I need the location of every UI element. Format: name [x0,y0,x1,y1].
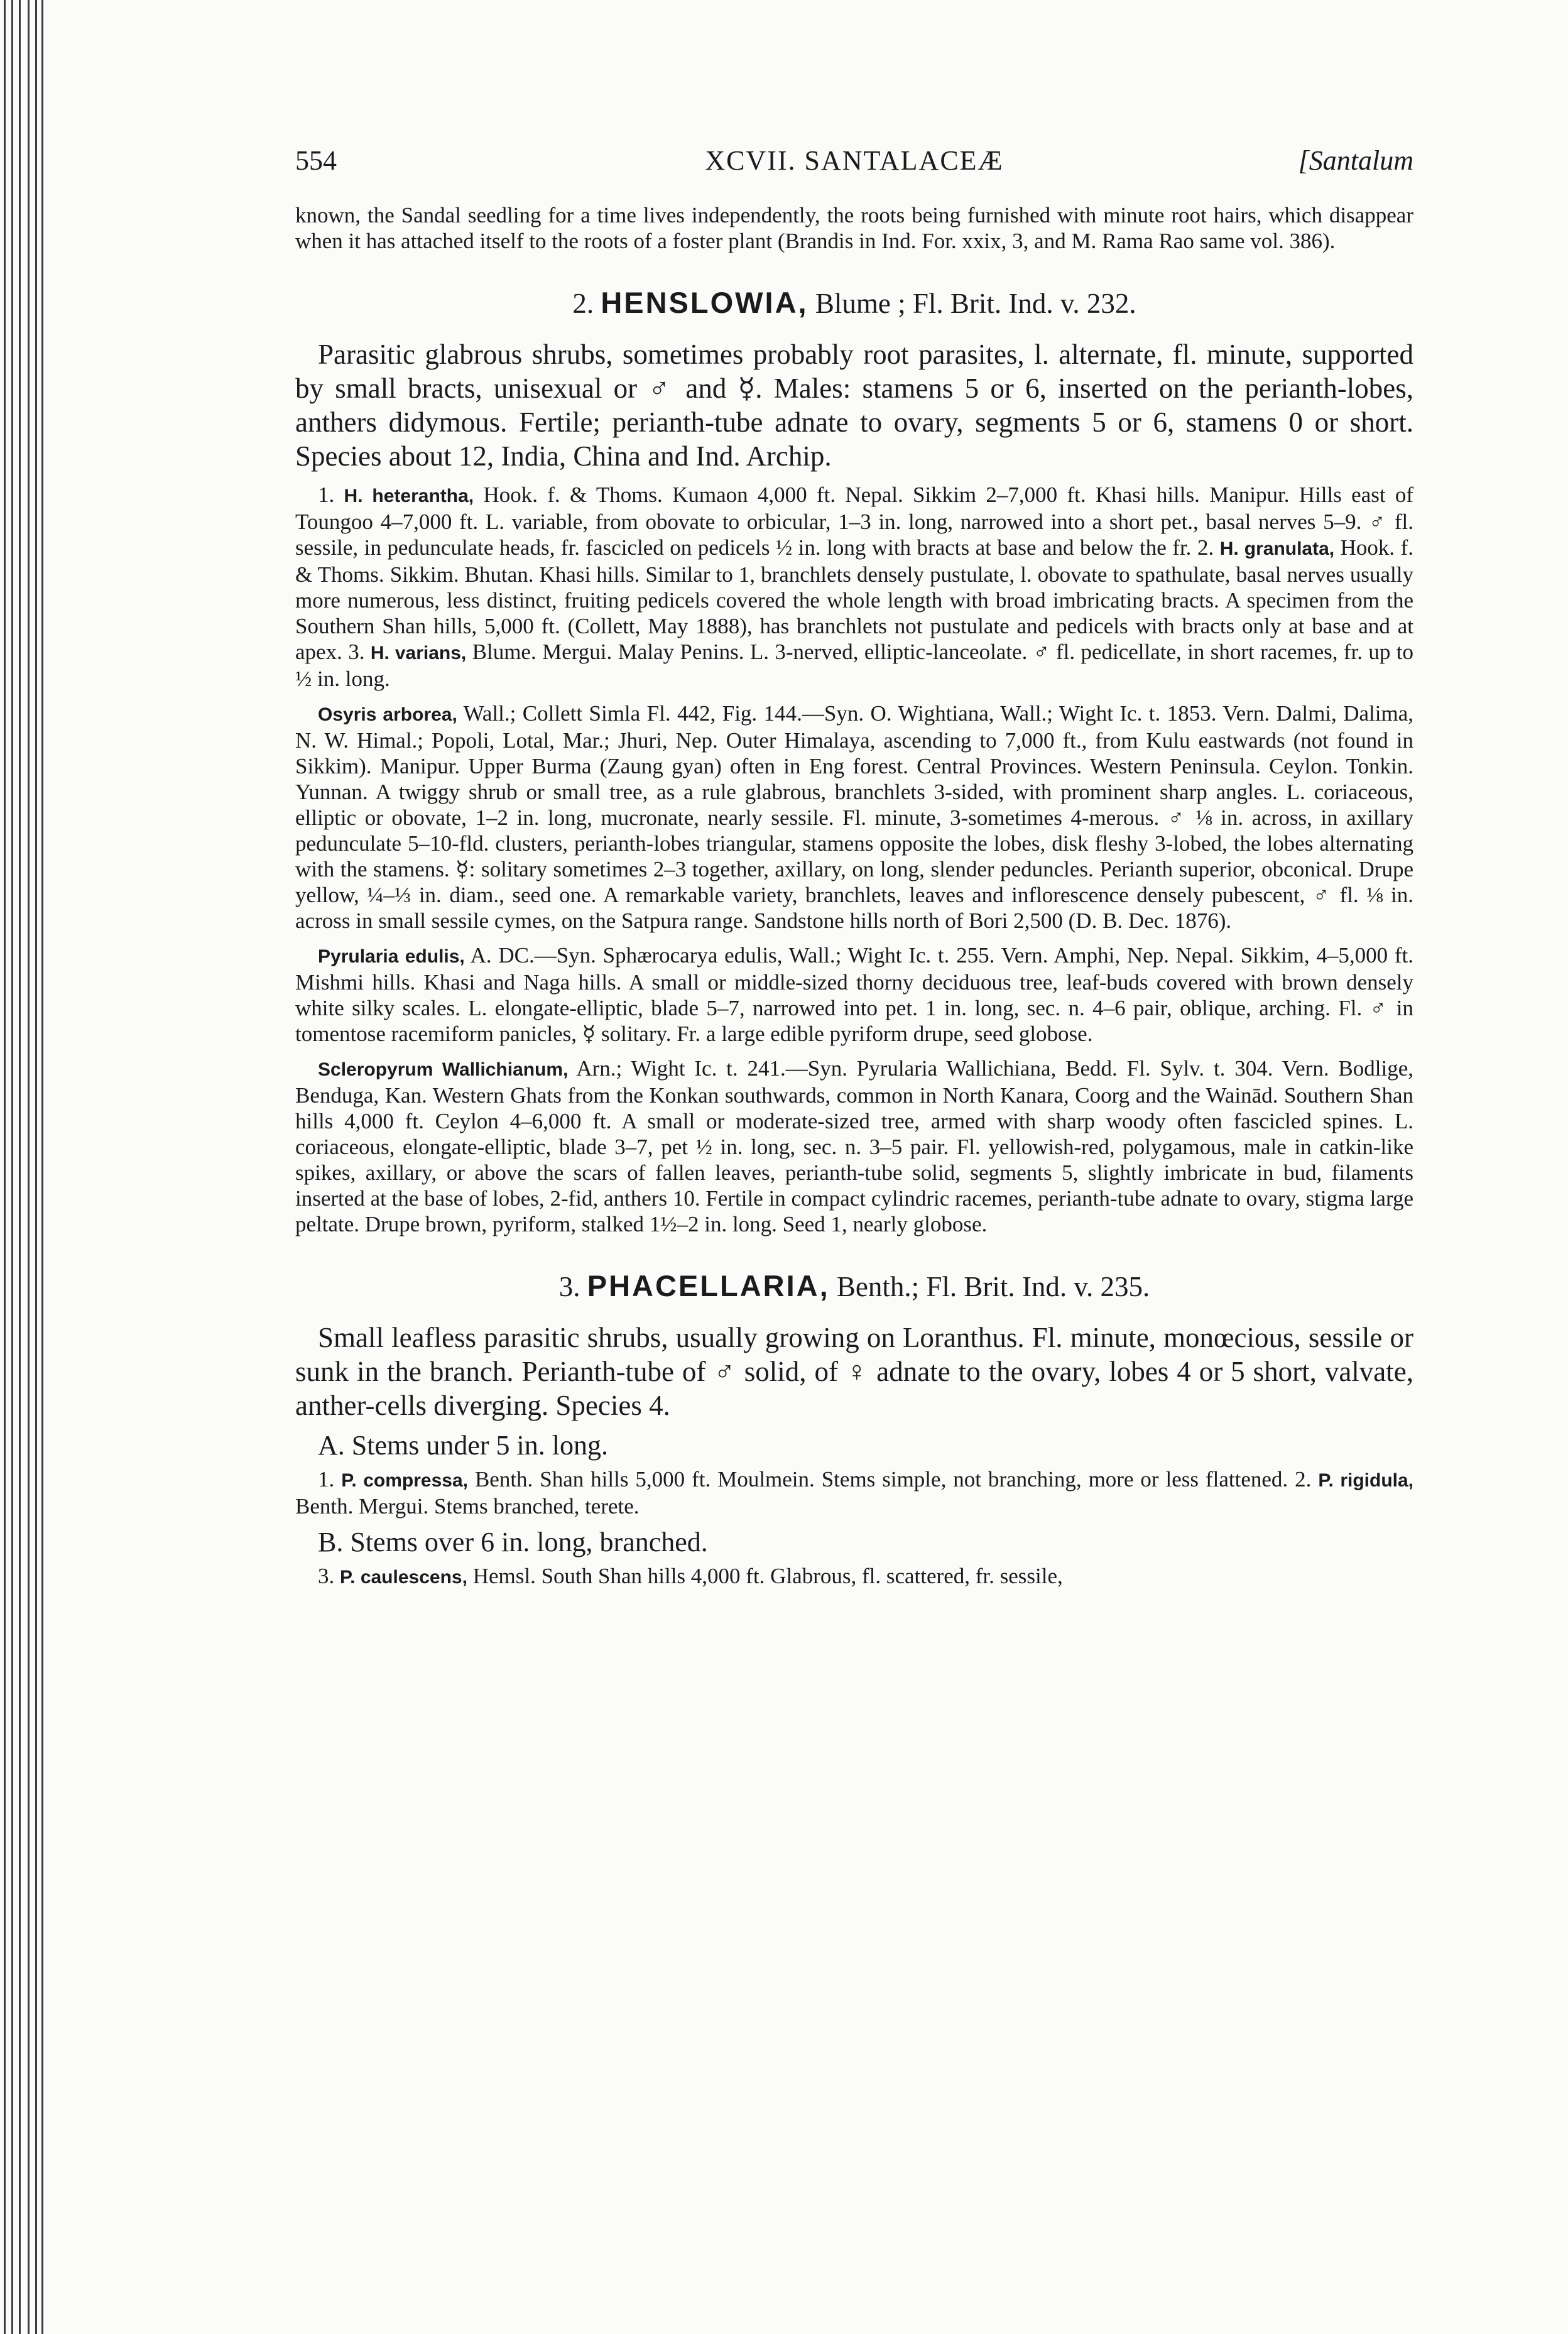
page-header [295,145,1413,188]
phacellaria-sp2-name: P. rigidula, [1318,1470,1414,1491]
page-binding-edge [0,0,57,2334]
scleropyrum-name: Scleropyrum Wallichianum, [318,1059,569,1080]
henslowia-sp3-number: 3. [348,640,365,664]
phacellaria-species-ab [295,1466,1413,1519]
book-page [295,145,1413,1590]
osyris-entry [295,701,1413,934]
phacellaria-sp1-number: 1. [318,1467,335,1491]
henslowia-sp1-number: 1. [318,483,335,507]
phacellaria-sp1-name: P. compressa, [341,1470,468,1491]
henslowia-sp2-number: 2. [1197,535,1214,560]
henslowia-species-block [295,482,1413,692]
henslowia-sp1-name: H. heterantha, [344,486,474,506]
phacellaria-sp3-name: P. caulescens, [340,1567,467,1588]
phacellaria-heading [295,1268,1413,1304]
henslowia-sp3-name: H. varians, [370,643,467,663]
henslowia-sp1-text: Hook. f. & Thoms. Kumaon 4,000 ft. Nepal. Sikkim 2–7,000 ft. Khasi hills. Manipur. Hills east of Toungoo 4–7,000 ft. L. variable, from obovate to orbicular, 1–3 in. long, narrowed into a short pet., basal nerves 5–9. ♂ fl. sessile, in pedunculate heads, fr. fascicled on pedicels ½ in. long with bracts at base and below the fr. [295,483,1414,560]
intro-paragraph: known, the Sandal seedling for a time lives independently, the roots being furnished with minute root hairs, which disappear when it has attached itself to the roots of a foster plant (Brandis in Ind. For. xxix, 3, and M. Rama Rao same vol. 386). [295,203,1413,253]
phacellaria-key-a: A. Stems under 5 in. long. [318,1430,608,1461]
phacellaria-sp3-text: Hemsl. South Shan hills 4,000 ft. Glabrous, fl. scattered, fr. sessile, [472,1564,1063,1588]
phacellaria-species-c [295,1563,1413,1590]
henslowia-heading [295,285,1413,321]
pyrularia-entry [295,942,1413,1047]
running-head: [Santalum [1298,145,1413,176]
henslowia-sp2-name: H. granulata, [1219,538,1335,559]
pyrularia-text: A. DC.—Syn. Sphærocarya edulis, Wall.; Wight Ic. t. 255. Vern. Amphi, Nep. Nepal. Sikkim, 4–5,000 ft. Mishmi hills. Khasi and Naga hills. A small or middle-sized thorny deciduous tree, leaf-buds covered with brown densely white silky scales. L. elongate-elliptic, blade 5–7, narrowed into pet. 1 in. long, sec. n. 4–6 pair, oblique, arching. Fl. ♂ in tomentose racemiform panicles, ☿ solitary. Fr. a large edible pyriform drupe, seed globose. [295,943,1413,1046]
henslowia-heading-number: 2. [572,288,594,319]
phacellaria-heading-number: 3. [558,1271,580,1302]
scleropyrum-text: Arn.; Wight Ic. t. 241.—Syn. Pyrularia Wallichiana, Bedd. Fl. Sylv. t. 304. Vern. Bodlige, Benduga, Kan. Western Ghats from the Konkan southwards, common in North Kanara, Coorg and the Wainād. Southern Shan hills 4,000 ft. Ceylon 4–6,000 ft. A small or moderate-sized tree, armed with sharp woody often fascicled spines. L. coriaceous, elongate-elliptic, blade 3–7, pet ½ in. long, sec. n. 3–5 pair. Fl. yellowish-red, polygamous, male in catkin-like spikes, axillary, or above the scars of fallen leaves, perianth-tube solid, segments 5, slightly imbricate in bud, filaments inserted at the base of lobes, 2-fid, anthers 10. Fertile in compact cylindric racemes, perianth-tube adnate to ovary, stigma large peltate. Drupe brown, pyriform, stalked 1½–2 in. long. Seed 1, nearly globose. [295,1056,1413,1236]
page-number: 554 [295,145,337,176]
phacellaria-sp1-text: Benth. Shan hills 5,000 ft. Moulmein. Stems simple, not branching, more or less flattened. [474,1467,1288,1491]
osyris-name: Osyris arborea, [318,704,457,725]
henslowia-sp3-text: Blume. Mergui. Malay Penins. L. 3-nerved, elliptic-lanceolate. ♂ fl. pedicellate, in short racemes, fr. up to ½ in. long. [295,640,1414,691]
pyrularia-name: Pyrularia edulis, [318,946,465,967]
osyris-text: Wall.; Collett Simla Fl. 442, Fig. 144.—Syn. O. Wightiana, Wall.; Wight Ic. t. 1853. Vern. Dalmi, Dalima, N. W. Himal.; Popoli, Lotal, Mar.; Jhuri, Nep. Outer Himalaya, ascending to 7,000 ft., from Kulu eastwards (not found in Sikkim). Manipur. Upper Burma (Zaung gyan) often in Eng forest. Central Provinces. Western Peninsula. Ceylon. Tonkin. Yunnan. A twiggy shrub or small tree, as a rule glabrous, branchlets 3-sided, with prominent sharp angles. L. coriaceous, elliptic or obovate, 1–2 in. long, mucronate, nearly sessile. Fl. minute, 3-sometimes 4-merous. ♂ ⅛ in. across, in axillary pedunculate 5–10-fld. clusters, perianth-lobes triangular, stamens opposite the lobes, disk fleshy 3-lobed, the lobes alternating with the stamens. ☿: solitary sometimes 2–3 together, axillary, on long, slender peduncles. Perianth superior, obconical. Drupe yellow, ¼–⅓ in. diam., seed one. A remarkable variety, branchlets, leaves and inflorescence densely pubescent, ♂ fl. ⅛ in. across in small sessile cymes, on the Satpura range. Sandstone hills north of Bori 2,500 (D. B. Dec. 1876). [295,701,1414,933]
phacellaria-description: Small leafless parasitic shrubs, usually growing on Loranthus. Fl. minute, monœcious, sessile or sunk in the branch. Perianth-tube of ♂ solid, of ♀ adnate to the ovary, lobes 4 or 5 short, valvate, anther-cells diverging. Species 4. [295,1322,1413,1421]
phacellaria-key-b: B. Stems over 6 in. long, branched. [318,1527,708,1557]
henslowia-heading-name: HENSLOWIA, [601,286,808,319]
henslowia-heading-ref: Blume ; Fl. Brit. Ind. v. 232. [815,288,1136,319]
phacellaria-sp2-text: Benth. Mergui. Stems branched, terete. [295,1494,640,1519]
phacellaria-sp3-number: 3. [318,1564,335,1588]
henslowia-sp2-text: Hook. f. & Thoms. Sikkim. Bhutan. Khasi hills. Similar to 1, branchlets densely pustulate, l. obovate to spathulate, basal nerves usually more numerous, less distinct, fruiting pedicels covered the whole length with broad imbricating bracts. A specimen from the Southern Shan hills, 5,000 ft. (Collett, May 1888), has branchlets not pustulate and pedicels with bracts only at base and at apex. [295,535,1414,664]
phacellaria-heading-name: PHACELLARIA, [587,1269,830,1302]
chapter-title: XCVII. SANTALACEÆ [705,145,1004,176]
scleropyrum-entry [295,1055,1413,1237]
henslowia-description: Parasitic glabrous shrubs, sometimes probably root parasites, l. alternate, fl. minute, supported by small bracts, unisexual or ♂ and ☿. Males: stamens 5 or 6, inserted on the perianth-lobes, anthers didymous. Fertile; perianth-tube adnate to ovary, segments 5 or 6, stamens 0 or short. Species about 12, India, China and Ind. Archip. [295,339,1413,472]
phacellaria-sp2-number: 2. [1295,1467,1312,1491]
phacellaria-heading-ref: Benth.; Fl. Brit. Ind. v. 235. [836,1271,1150,1302]
